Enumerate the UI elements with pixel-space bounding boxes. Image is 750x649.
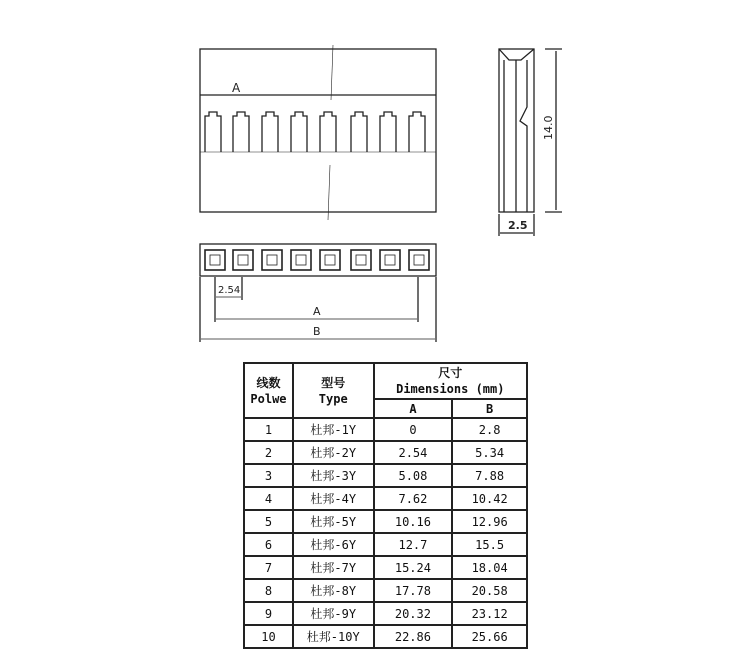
header-lines: 线数 Polwe	[244, 363, 293, 418]
pitch-dimension: 2.54	[218, 285, 241, 296]
bottom-view	[200, 244, 436, 342]
table-row	[244, 602, 527, 625]
dimension-b: B	[313, 325, 321, 338]
table-row	[244, 533, 527, 556]
cell-a: 15.24	[374, 556, 453, 579]
contact-slot	[380, 112, 396, 152]
cell-a: 10.16	[374, 510, 453, 533]
height-dimension: 14.0	[542, 115, 555, 140]
cell-b: 25.66	[452, 625, 527, 648]
cell-b: 20.58	[452, 579, 527, 602]
contact-slot	[262, 112, 278, 152]
side-view	[499, 49, 562, 236]
cell-type: 杜邦-6Y	[293, 533, 374, 556]
cell-type: 杜邦-10Y	[293, 625, 374, 648]
cell-type: 杜邦-8Y	[293, 579, 374, 602]
table-row	[244, 579, 527, 602]
contact-slot	[409, 112, 425, 152]
cell-b: 18.04	[452, 556, 527, 579]
cell-b: 15.5	[452, 533, 527, 556]
pin-cavity	[233, 250, 253, 270]
pin-cavity	[291, 250, 311, 270]
contact-slot	[351, 112, 367, 152]
table-row	[244, 556, 527, 579]
cell-n: 10	[244, 625, 293, 648]
header-b: B	[452, 399, 527, 418]
table-row	[244, 487, 527, 510]
cell-a: 12.7	[374, 533, 453, 556]
cell-type: 杜邦-7Y	[293, 556, 374, 579]
cell-n: 7	[244, 556, 293, 579]
cell-type: 杜邦-3Y	[293, 464, 374, 487]
width-dimension: 2.5	[508, 219, 528, 232]
cell-b: 12.96	[452, 510, 527, 533]
cell-a: 17.78	[374, 579, 453, 602]
header-dimensions: 尺寸 Dimensions (mm)	[374, 363, 527, 399]
cell-n: 4	[244, 487, 293, 510]
cell-a: 5.08	[374, 464, 453, 487]
cell-n: 5	[244, 510, 293, 533]
table-row	[244, 510, 527, 533]
cell-a: 0	[374, 418, 453, 441]
pin-cavity	[205, 250, 225, 270]
header-type: 型号 Type	[293, 363, 374, 418]
contact-slot	[233, 112, 249, 152]
cell-a: 20.32	[374, 602, 453, 625]
front-label: A	[232, 81, 241, 95]
cell-b: 10.42	[452, 487, 527, 510]
cell-type: 杜邦-2Y	[293, 441, 374, 464]
cell-b: 2.8	[452, 418, 527, 441]
cell-a: 7.62	[374, 487, 453, 510]
cell-n: 8	[244, 579, 293, 602]
cell-n: 9	[244, 602, 293, 625]
table-row	[244, 441, 527, 464]
contact-slot	[205, 112, 221, 152]
table-row	[244, 625, 527, 648]
header-a: A	[374, 399, 453, 418]
cell-a: 22.86	[374, 625, 453, 648]
cell-b: 7.88	[452, 464, 527, 487]
cell-n: 1	[244, 418, 293, 441]
pin-cavity	[351, 250, 371, 270]
cell-b: 23.12	[452, 602, 527, 625]
front-view	[200, 45, 436, 220]
cell-type: 杜邦-4Y	[293, 487, 374, 510]
dimensions-table	[243, 362, 528, 649]
cell-type: 杜邦-9Y	[293, 602, 374, 625]
cell-type: 杜邦-1Y	[293, 418, 374, 441]
cell-n: 2	[244, 441, 293, 464]
table-row	[244, 418, 527, 441]
pin-cavity	[380, 250, 400, 270]
pin-cavity	[320, 250, 340, 270]
cell-n: 6	[244, 533, 293, 556]
dimension-a: A	[313, 305, 321, 318]
cell-type: 杜邦-5Y	[293, 510, 374, 533]
cell-b: 5.34	[452, 441, 527, 464]
contact-slot	[320, 112, 336, 152]
table-row	[244, 464, 527, 487]
cell-n: 3	[244, 464, 293, 487]
cell-a: 2.54	[374, 441, 453, 464]
pin-cavity	[409, 250, 429, 270]
contact-slot	[291, 112, 307, 152]
pin-cavity	[262, 250, 282, 270]
